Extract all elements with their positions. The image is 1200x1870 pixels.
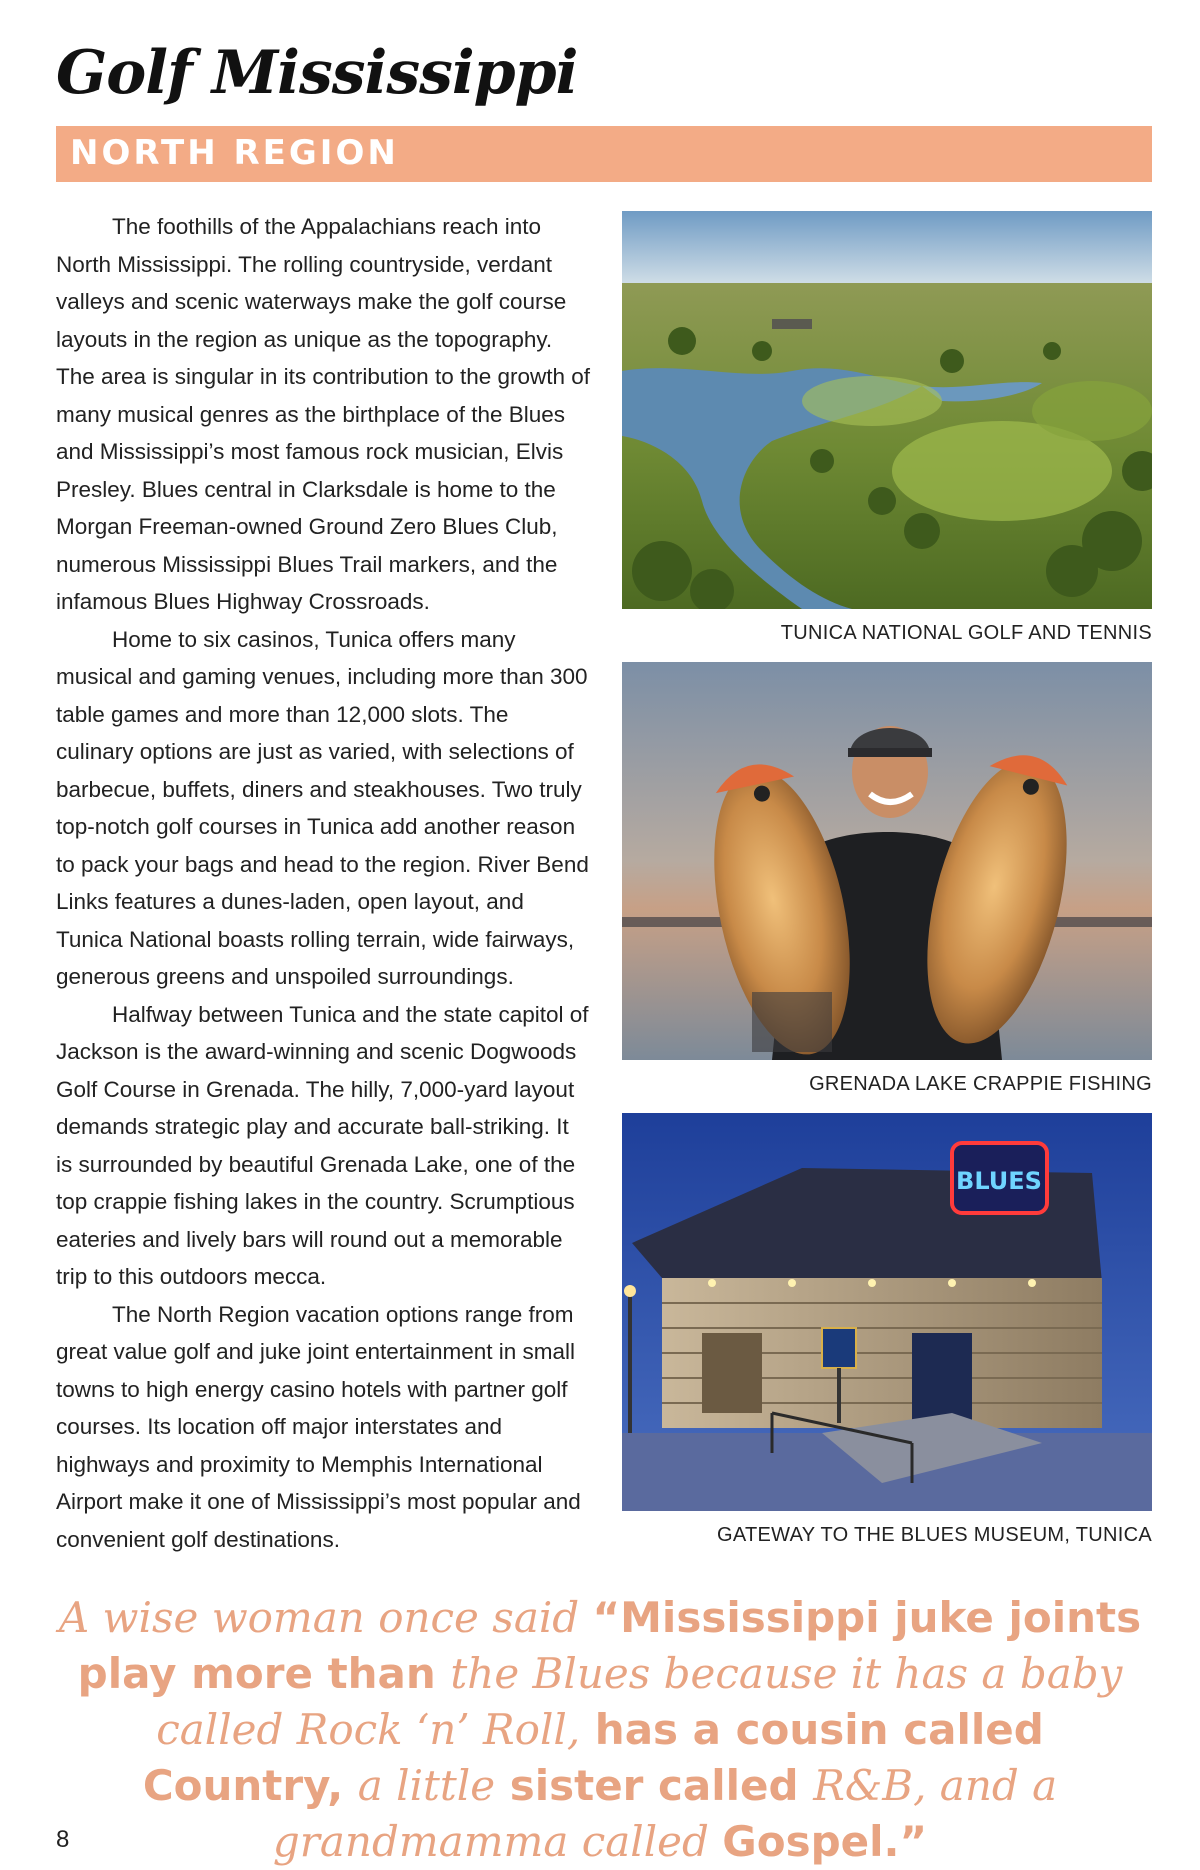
photo-caption: GATEWAY TO THE BLUES MUSEUM, TUNICA <box>716 1524 1152 1546</box>
paragraph: The foothills of the Appalachians reach into North Mississippi. The rolling countryside, verdant valleys and scenic waterways make the golf course layouts in the region as unique as the topography. The area is singular in its contribution to the growth of many musical genres as the birthplace of the Blues and Mississippi’s most famous rock musician, Elvis Presley. Blues central in Clarksdale is home to the Morgan Freeman-owned Ground Zero Blues Club, numerous Mississippi Blues Trail markers, and the infamous Blues Highway Crossroads. <box>56 214 591 614</box>
paragraph: Home to six casinos, Tunica offers many musical and gaming venues, including more than 300 table games and more than 12,000 slots. The culinary options are just as varied, with selections of barbecue, buffets, diners and steakhouses. Two truly top-notch golf courses in Tunica add another reason to pack your bags and head to the region. River Bend Links features a dunes-laden, open layout, and Tunica National boasts rolling terrain, wide fairways, generous greens and unspoiled surroundings. <box>56 626 589 989</box>
quote-bold-segment: sister called <box>495 1761 814 1810</box>
paragraph: The North Region vacation options range from great value golf and juke joint entertainment in small towns to high energy casino hotels with partner golf courses. Its location off major interstates and highways and proximity to Memphis International Airport make it one of Mississippi’s most popular and convenient golf destinations. <box>56 1301 581 1552</box>
region-banner <box>56 126 1152 182</box>
quote-script-segment: R&B, and a grandmamma called <box>272 1761 1058 1866</box>
quote-script-segment: the Blues because it has a baby called Rock ‘n’ Roll, <box>156 1649 1123 1754</box>
quote-bold-segment: has a cousin called Country, <box>142 1705 1044 1810</box>
fishing-photo <box>622 662 1152 1060</box>
pull-quote <box>50 1590 1150 1870</box>
quote-bold-segment: Gospel.” <box>722 1817 928 1866</box>
article-body <box>56 208 591 1558</box>
golf-course-photo <box>622 211 1152 609</box>
page-title: Golf Mississippi <box>56 38 578 108</box>
museum-sign: BLUES <box>956 1167 1042 1195</box>
photo-caption: GRENADA LAKE CRAPPIE FISHING <box>809 1073 1152 1095</box>
quote-bold-segment: “Mississippi juke joints play more than <box>77 1593 1142 1698</box>
page-number: 8 <box>56 1826 70 1853</box>
region-label: NORTH REGION <box>70 133 399 173</box>
paragraph: Halfway between Tunica and the state capitol of Jackson is the award-winning and scenic Dogwoods Golf Course in Grenada. The hilly, 7,000-yard layout demands strategic play and accurate ball-striking. It is surrounded by beautiful Grenada Lake, one of the top crappie fishing lakes in the country. Scrumptious eateries and lively bars will round out a memorable trip to this outdoors mecca. <box>56 1001 589 1289</box>
quote-script-segment: a little <box>357 1761 496 1810</box>
blues-museum-photo <box>622 1113 1152 1511</box>
quote-script-segment: A wise woman once said <box>58 1593 593 1642</box>
photo-caption: TUNICA NATIONAL GOLF AND TENNIS <box>780 622 1152 644</box>
